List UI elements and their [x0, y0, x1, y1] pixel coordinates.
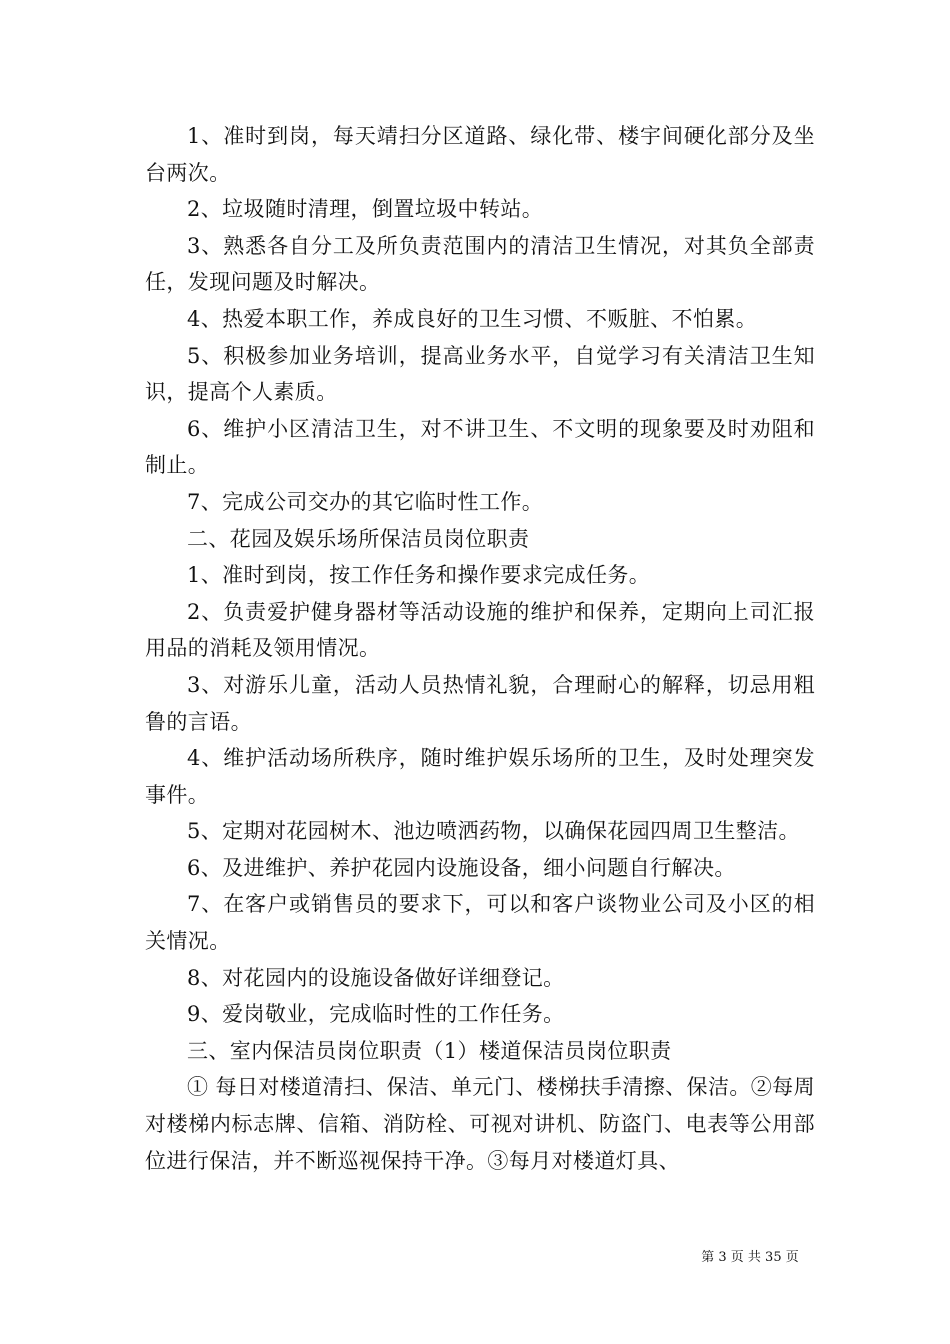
- paragraph-5: 5、积极参加业务培训，提高业务水平，自觉学习有关清洁卫生知识，提高个人素质。: [145, 343, 815, 405]
- section-heading-garden: 二、花园及娱乐场所保洁员岗位职责: [187, 526, 530, 551]
- paragraph-19: ① 每日对楼道清扫、保洁、单元门、楼梯扶手清擦、保洁。②每周对楼梯内标志牌、信箱、消防栓、可视对讲机、防盗门、电表等公用部位进行保洁，并不断巡视保持干净。③每月对楼道灯具、: [145, 1075, 815, 1173]
- page-number-footer: 第 3 页 共 35 页: [701, 1250, 799, 1265]
- paragraph-12: 4、维护活动场所秩序，随时维护娱乐场所的卫生，及时处理突发事件。: [145, 746, 815, 807]
- paragraph-14: 6、及进维护、养护花园内设施设备，细小问题自行解决。: [187, 855, 736, 880]
- paragraph-15: 7、在客户或销售员的要求下，可以和客户谈物业公司及小区的相关情况。: [145, 892, 815, 954]
- paragraph-6: 6、维护小区清洁卫生，对不讲卫生、不文明的现象要及时劝阻和制止。: [145, 416, 815, 478]
- document-body: [145, 118, 815, 1179]
- paragraph-11: 3、对游乐儿童，活动人员热情礼貌，合理耐心的解释，切忌用粗鲁的言语。: [145, 672, 815, 734]
- paragraph-16: 8、对花园内的设施设备做好详细登记。: [187, 965, 565, 990]
- paragraph-3: 3、熟悉各自分工及所负责范围内的清洁卫生情况，对其负全部责任，发现问题及时解决。: [145, 233, 815, 295]
- paragraph-13: 5、定期对花园树木、池边喷洒药物，以确保花园四周卫生整洁。: [187, 819, 800, 844]
- paragraph-10: 2、负责爱护健身器材等活动设施的维护和保养，定期向上司汇报用品的消耗及领用情况。: [145, 599, 815, 661]
- section-heading-indoor: 三、室内保洁员岗位职责（1）楼道保洁员岗位职责: [187, 1038, 672, 1063]
- paragraph-9: 1、准时到岗，按工作任务和操作要求完成任务。: [187, 563, 651, 588]
- paragraph-1: 1、准时到岗，每天靖扫分区道路、绿化带、楼宇间硬化部分及坐台两次。: [145, 124, 815, 185]
- paragraph-7: 7、完成公司交办的其它临时性工作。: [187, 489, 544, 514]
- paragraph-4: 4、热爱本职工作，养成良好的卫生习惯、不贩脏、不怕累。: [187, 306, 758, 331]
- paragraph-17: 9、爱岗敬业，完成临时性的工作任务。: [187, 1002, 565, 1027]
- paragraph-2: 2、垃圾随时清理，倒置垃圾中转站。: [187, 197, 544, 222]
